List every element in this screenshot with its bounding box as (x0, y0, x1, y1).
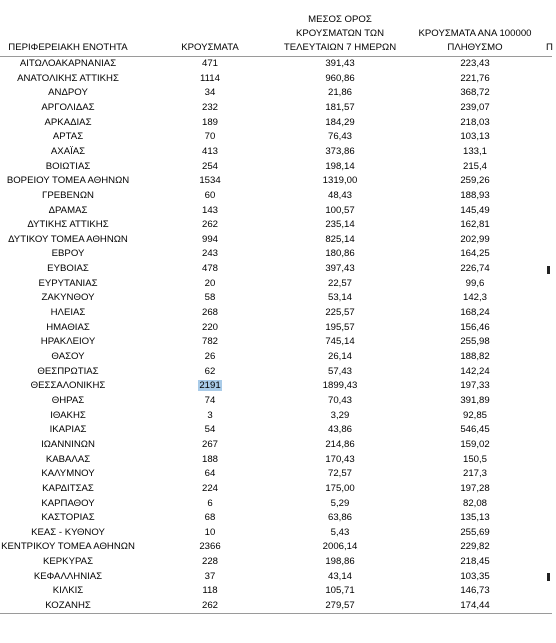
per-100k-cell[interactable]: 159,02 (460, 438, 490, 450)
per-100k-cell[interactable]: 103,13 (460, 131, 490, 143)
avg-7day-cell[interactable]: 1319,00 (322, 175, 358, 187)
table-row (0, 394, 552, 409)
per-100k-cell[interactable]: 218,45 (460, 556, 490, 568)
avg-7day-cell[interactable]: 181,57 (325, 101, 355, 113)
cases-cell[interactable]: 143 (201, 204, 218, 216)
table-row (0, 86, 552, 101)
table-row (0, 57, 552, 72)
table-row (0, 540, 552, 555)
region-cell[interactable]: ΑΡΚΑΔΙΑΣ (44, 116, 92, 128)
avg-7day-cell[interactable]: 391,43 (325, 58, 355, 69)
region-cell[interactable]: ΔΥΤΙΚΟΥ ΤΟΜΕΑ ΑΘΗΝΩΝ (8, 233, 128, 245)
region-cell[interactable]: ΚΕΡΚΥΡΑΣ (42, 556, 93, 568)
region-cell[interactable]: ΘΗΡΑΣ (51, 394, 85, 406)
cases-cell[interactable]: 34 (204, 87, 216, 99)
cases-cell[interactable]: 262 (201, 219, 218, 231)
cases-cell[interactable]: 188 (201, 453, 218, 465)
region-cell[interactable]: ΚΕΑΣ - ΚΥΘΝΟΥ (31, 526, 105, 538)
table-row (0, 467, 552, 482)
avg-7day-cell[interactable]: 48,43 (327, 189, 352, 201)
region-cell[interactable]: ΓΡΕΒΕΝΩΝ (42, 189, 94, 201)
region-cell[interactable]: ΑΙΤΩΛΟΑΚΑΡΝΑΝΙΑΣ (19, 58, 117, 69)
per-100k-cell[interactable]: 156,46 (460, 321, 490, 333)
table-row (0, 584, 552, 599)
table-row (0, 247, 552, 262)
per-100k-cell[interactable]: 99,6 (465, 277, 485, 289)
cases-cell[interactable]: 1534 (199, 175, 221, 187)
table-row (0, 160, 552, 175)
avg-7day-cell[interactable]: 43,86 (327, 424, 352, 436)
region-cell[interactable]: ΑΡΤΑΣ (52, 131, 84, 143)
region-cell[interactable]: ΒΟΙΩΤΙΑΣ (45, 160, 91, 172)
table-row (0, 72, 552, 87)
cases-cell[interactable]: 62 (204, 365, 216, 377)
cases-cell[interactable]: 118 (202, 585, 218, 597)
region-cell[interactable]: ΚΑΛΥΜΝΟΥ (41, 468, 95, 480)
cases-cell[interactable]: 20 (204, 277, 216, 289)
cases-cell[interactable]: 228 (201, 556, 218, 568)
region-cell[interactable]: ΚΑΒΑΛΑΣ (45, 453, 91, 465)
avg-7day-cell[interactable]: 43,14 (327, 570, 352, 582)
table-row (0, 335, 552, 350)
region-cell[interactable]: ΔΡΑΜΑΣ (48, 204, 88, 216)
per-100k-cell[interactable]: 255,98 (460, 336, 490, 348)
per-100k-cell[interactable]: 162,81 (460, 219, 490, 231)
header-clipped-column: Π (546, 42, 553, 53)
cases-cell[interactable]: 994 (201, 233, 218, 245)
region-cell[interactable]: ΚΑΡΔΙΤΣΑΣ (42, 482, 94, 494)
cases-cell[interactable]: 64 (204, 468, 216, 480)
cases-cell[interactable]: 74 (204, 394, 216, 406)
per-100k-cell[interactable]: 103,35 (460, 570, 490, 582)
cases-cell[interactable]: 243 (201, 248, 218, 260)
cases-cell[interactable]: 6 (207, 497, 213, 509)
avg-7day-cell[interactable]: 70,43 (327, 394, 352, 406)
per-100k-cell[interactable]: 391,89 (460, 394, 490, 406)
cases-cell[interactable]: 262 (201, 600, 218, 612)
avg-7day-cell[interactable]: 26,14 (327, 351, 352, 362)
avg-7day-cell[interactable]: 5,29 (330, 497, 350, 509)
cases-cell[interactable]: 54 (204, 424, 216, 436)
avg-7day-cell[interactable]: 279,57 (325, 600, 355, 612)
avg-7day-cell[interactable]: 180,86 (325, 248, 355, 260)
table-row (0, 511, 552, 526)
cases-cell[interactable]: 10 (204, 526, 216, 538)
region-cell[interactable]: ΘΕΣΠΡΩΤΙΑΣ (37, 365, 99, 377)
avg-7day-cell[interactable]: 21,86 (327, 87, 352, 99)
table-row (0, 204, 552, 219)
region-cell[interactable]: ΙΘΑΚΗΣ (50, 409, 86, 421)
cases-cell[interactable]: 3 (207, 409, 213, 421)
table-row (0, 379, 552, 394)
table-row (0, 291, 552, 306)
region-cell[interactable]: ΚΙΛΚΙΣ (52, 585, 84, 597)
per-100k-cell[interactable]: 135,13 (460, 512, 490, 524)
cases-cell[interactable]: 267 (201, 438, 218, 450)
region-cell[interactable]: ΕΒΡΟΥ (51, 248, 85, 260)
avg-7day-cell[interactable]: 235,14 (325, 219, 355, 231)
header-per100k-line2: ΠΛΗΘΥΣΜΟ (447, 42, 503, 53)
avg-7day-cell[interactable]: 105,71 (325, 585, 355, 597)
cases-cell[interactable]: 224 (201, 482, 218, 494)
header-per100k-line1: ΚΡΟΥΣΜΑΤΑ ΑΝΑ 100000 (418, 28, 532, 39)
table-row (0, 306, 552, 321)
cases-cell[interactable]: 254 (201, 160, 218, 172)
per-100k-cell[interactable]: 546,45 (460, 424, 490, 436)
avg-7day-cell[interactable]: 2006,14 (322, 541, 358, 553)
avg-7day-cell[interactable]: 825,14 (325, 233, 355, 245)
region-cell[interactable]: ΒΟΡΕΙΟΥ ΤΟΜΕΑ ΑΘΗΝΩΝ (6, 175, 130, 187)
table-row (0, 233, 552, 248)
per-100k-cell[interactable]: 174,44 (460, 600, 490, 612)
table-row (0, 116, 552, 131)
table-row (0, 277, 552, 292)
table-row (0, 453, 552, 468)
cases-cell[interactable]: 70 (204, 131, 216, 143)
table-row (0, 599, 552, 614)
region-cell[interactable]: ΚΑΡΠΑΘΟΥ (41, 497, 95, 509)
avg-7day-cell[interactable]: 170,43 (325, 453, 355, 465)
table-row (0, 438, 552, 453)
per-100k-cell[interactable]: 142,24 (460, 365, 490, 377)
table-row (0, 101, 552, 116)
per-100k-cell[interactable]: 197,33 (460, 380, 490, 392)
table-row (0, 497, 552, 512)
cases-cell[interactable]: 232 (201, 101, 218, 113)
per-100k-cell[interactable]: 215,4 (462, 160, 487, 172)
per-100k-cell[interactable]: 142,3 (462, 292, 487, 304)
cases-cell[interactable]: 268 (201, 307, 218, 319)
per-100k-cell[interactable]: 223,43 (460, 58, 490, 69)
avg-7day-cell[interactable]: 63,86 (327, 512, 352, 524)
per-100k-cell[interactable]: 368,72 (460, 87, 490, 99)
per-100k-cell[interactable]: 217,3 (462, 468, 487, 480)
header-region: ΠΕΡΙΦΕΡΕΙΑΚΗ ΕΝΟΤΗΤΑ (8, 42, 128, 53)
per-100k-cell[interactable]: 150,5 (462, 453, 487, 465)
region-cell[interactable]: ΙΩΑΝΝΙΝΩΝ (41, 438, 95, 450)
region-cell[interactable]: ΑΧΑΪΑΣ (50, 145, 86, 157)
avg-7day-cell[interactable]: 214,86 (325, 438, 355, 450)
avg-7day-cell[interactable]: 72,57 (327, 468, 352, 480)
per-100k-cell[interactable]: 259,26 (460, 175, 490, 187)
per-100k-cell[interactable]: 255,69 (460, 526, 490, 538)
per-100k-cell[interactable]: 239,07 (460, 101, 490, 113)
region-cell[interactable]: ΗΛΕΙΑΣ (50, 307, 86, 319)
cases-cell[interactable]: 1114 (200, 72, 220, 84)
table-row (0, 526, 552, 541)
table-row (0, 174, 552, 189)
region-cell[interactable]: ΚΕΝΤΡΙΚΟΥ ΤΟΜΕΑ ΑΘΗΝΩΝ (1, 541, 135, 553)
avg-7day-cell[interactable]: 175,00 (325, 482, 355, 494)
header-avg-line2: ΚΡΟΥΣΜΑΤΩΝ ΤΩΝ (295, 28, 385, 39)
per-100k-cell[interactable]: 197,28 (460, 482, 490, 494)
table-row (0, 189, 552, 204)
per-100k-cell[interactable]: 188,82 (460, 351, 490, 362)
avg-7day-cell[interactable]: 3,29 (330, 409, 350, 421)
cases-cell[interactable] (170, 379, 250, 394)
per-100k-cell[interactable]: 168,24 (460, 307, 490, 319)
avg-7day-cell[interactable]: 22,57 (327, 277, 352, 289)
region-cell[interactable]: ΔΥΤΙΚΗΣ ΑΤΤΙΚΗΣ (27, 219, 109, 231)
avg-7day-cell[interactable]: 100,57 (325, 204, 355, 216)
per-100k-cell[interactable]: 146,73 (460, 585, 490, 597)
avg-7day-cell[interactable]: 397,43 (325, 263, 355, 275)
avg-7day-cell[interactable]: 960,86 (325, 72, 355, 84)
avg-7day-cell[interactable]: 195,57 (325, 321, 355, 333)
region-cell[interactable]: ΖΑΚΥΝΘΟΥ (41, 292, 95, 304)
cases-cell[interactable]: 413 (201, 145, 218, 157)
per-100k-cell[interactable]: 226,74 (460, 263, 490, 275)
cases-cell[interactable]: 26 (204, 351, 216, 362)
avg-7day-cell[interactable]: 184,29 (325, 116, 355, 128)
avg-7day-cell[interactable]: 1899,43 (322, 380, 358, 392)
per-100k-cell[interactable]: 82,08 (462, 497, 487, 509)
avg-7day-cell[interactable]: 53,14 (327, 292, 352, 304)
cases-cell[interactable]: 2366 (199, 541, 221, 553)
table-row (0, 555, 552, 570)
cases-cell[interactable]: 471 (201, 58, 218, 69)
table-row (0, 262, 552, 277)
table-row (0, 423, 552, 438)
region-cell[interactable]: ΕΥΒΟΙΑΣ (47, 263, 89, 275)
avg-7day-cell[interactable]: 745,14 (325, 336, 355, 348)
region-cell[interactable]: ΑΡΓΟΛΙΔΑΣ (41, 101, 95, 113)
table-row (0, 350, 552, 365)
per-100k-cell[interactable]: 188,93 (460, 189, 490, 201)
selected-cell-highlight[interactable]: 2191 (199, 380, 221, 392)
header-cases: ΚΡΟΥΣΜΑΤΑ (181, 42, 239, 53)
header-avg-line1: ΜΕΣΟΣ ΟΡΟΣ (308, 14, 372, 25)
header-avg-line3: ΤΕΛΕΥΤΑΙΩΝ 7 ΗΜΕΡΩΝ (283, 42, 397, 53)
per-100k-cell[interactable]: 229,82 (460, 541, 490, 553)
region-cell[interactable]: ΚΑΣΤΟΡΙΑΣ (41, 512, 95, 524)
table-row (0, 130, 552, 145)
cases-cell[interactable]: 68 (204, 512, 216, 524)
cases-cell[interactable]: 189 (201, 116, 218, 128)
avg-7day-cell[interactable]: 5,43 (330, 526, 350, 538)
avg-7day-cell[interactable]: 225,57 (325, 307, 355, 319)
region-cell[interactable]: ΚΟΖΑΝΗΣ (45, 600, 91, 612)
avg-7day-cell[interactable]: 373,86 (325, 145, 355, 157)
per-100k-cell[interactable]: 92,85 (462, 409, 487, 421)
cases-cell[interactable]: 782 (201, 336, 218, 348)
region-cell[interactable]: ΑΝΔΡΟΥ (48, 87, 88, 99)
region-cell[interactable]: ΕΥΡΥΤΑΝΙΑΣ (38, 277, 98, 289)
table-row (0, 218, 552, 233)
table-row (0, 482, 552, 497)
per-100k-cell[interactable]: 221,76 (460, 72, 490, 84)
region-cell[interactable]: ΙΚΑΡΙΑΣ (49, 424, 87, 436)
cases-cell[interactable]: 220 (201, 321, 218, 333)
cases-cell[interactable]: 60 (204, 189, 216, 201)
cases-cell[interactable]: 37 (204, 570, 216, 582)
region-cell[interactable]: ΘΑΣΟΥ (51, 351, 85, 362)
table-row (0, 321, 552, 336)
avg-7day-cell[interactable]: 57,43 (327, 365, 352, 377)
region-cell[interactable]: ΘΕΣΣΑΛΟΝΙΚΗΣ (30, 380, 106, 392)
region-cell[interactable]: ΑΝΑΤΟΛΙΚΗΣ ΑΤΤΙΚΗΣ (17, 72, 119, 84)
per-100k-cell[interactable]: 133,1 (462, 145, 487, 157)
table-row (0, 409, 552, 424)
per-100k-cell[interactable]: 145,49 (460, 204, 490, 216)
per-100k-cell[interactable]: 218,03 (460, 116, 490, 128)
table-row (0, 365, 552, 380)
avg-7day-cell[interactable]: 76,43 (327, 131, 352, 143)
region-cell[interactable]: ΗΜΑΘΙΑΣ (46, 321, 90, 333)
table-row (0, 145, 552, 160)
per-100k-cell[interactable]: 164,25 (460, 248, 490, 260)
cases-cell[interactable]: 58 (204, 292, 216, 304)
avg-7day-cell[interactable]: 198,86 (325, 556, 355, 568)
table-row (0, 570, 552, 585)
avg-7day-cell[interactable]: 198,14 (325, 160, 355, 172)
region-cell[interactable]: ΗΡΑΚΛΕΙΟΥ (40, 336, 96, 348)
cases-cell[interactable]: 478 (201, 263, 218, 275)
region-cell[interactable]: ΚΕΦΑΛΛΗΝΙΑΣ (33, 570, 103, 582)
per-100k-cell[interactable]: 202,99 (460, 233, 490, 245)
